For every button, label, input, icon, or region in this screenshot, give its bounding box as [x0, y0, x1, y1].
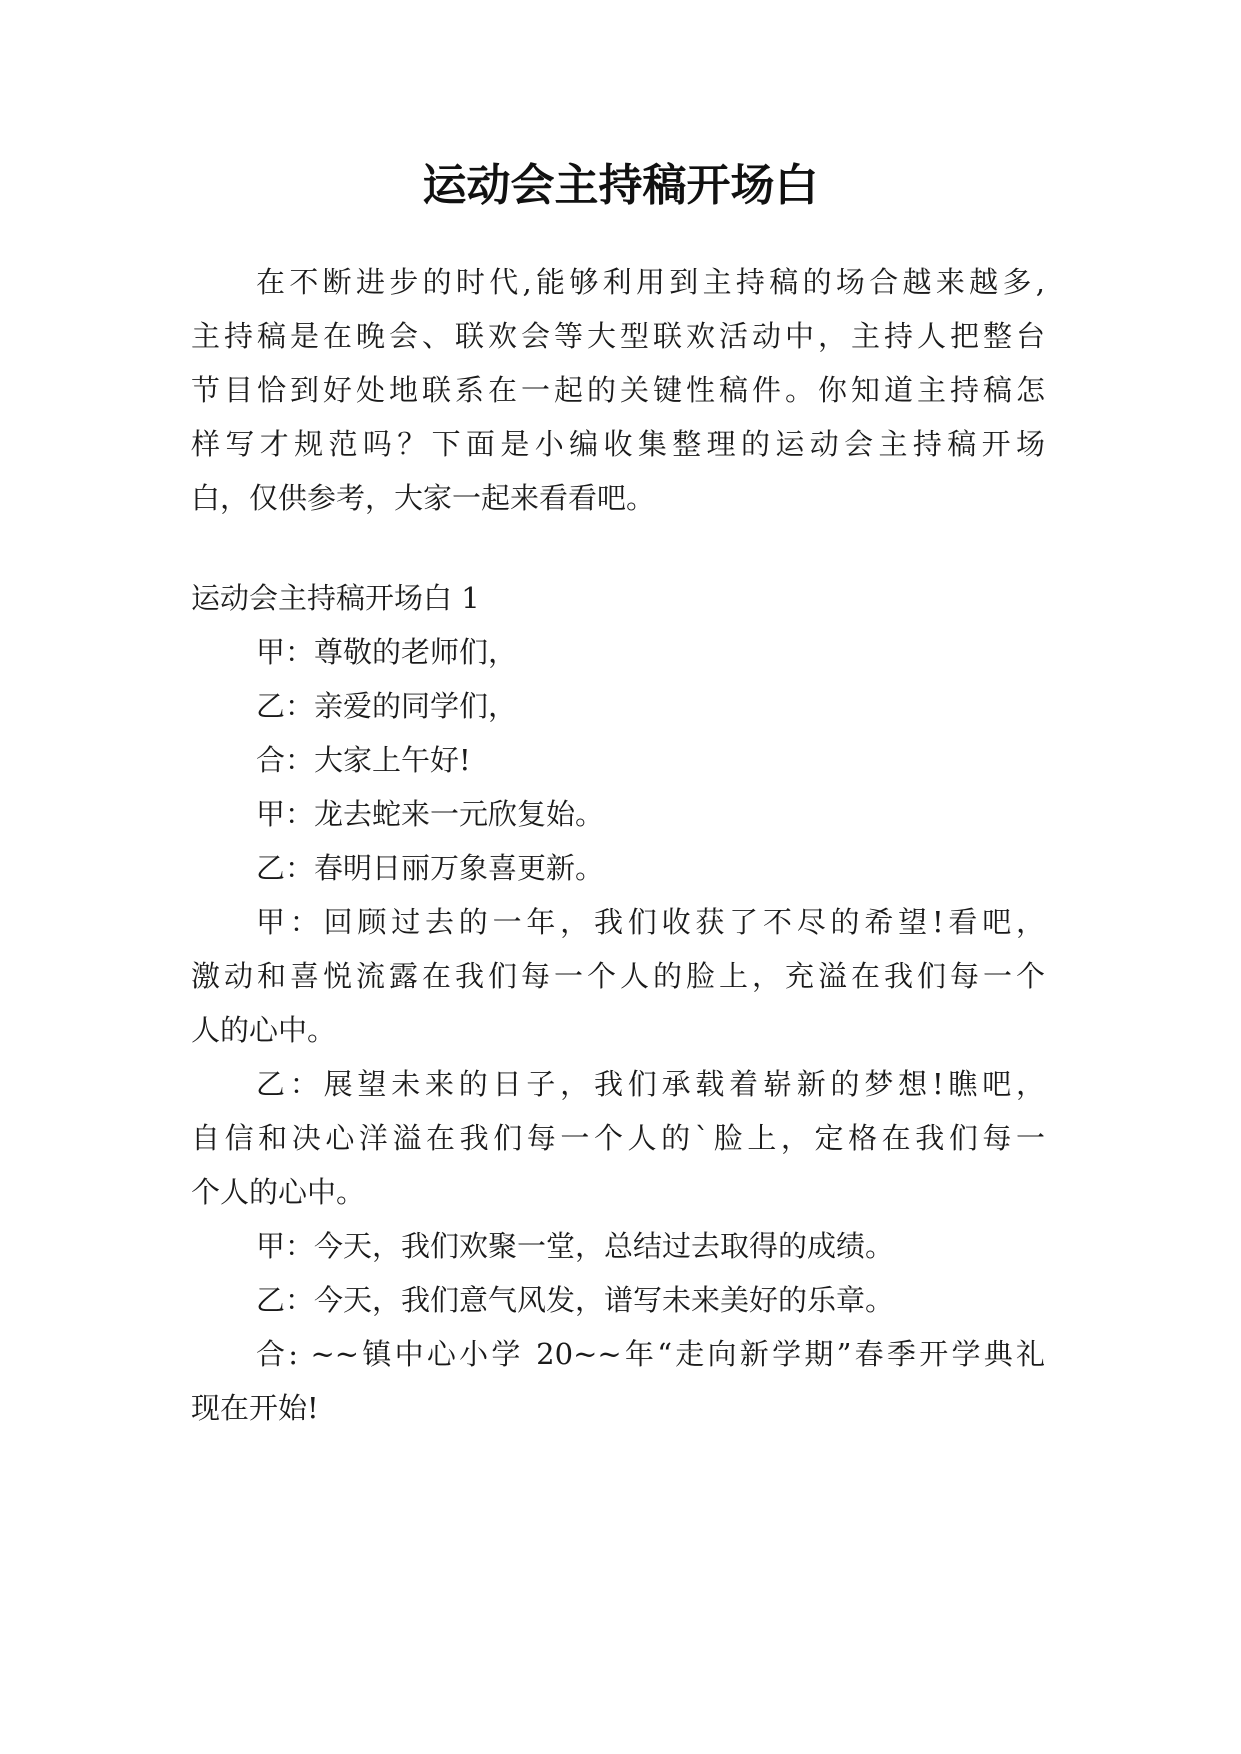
dialogue-line: 甲：尊敬的老师们，	[256, 635, 518, 669]
dialogue-line: 甲：龙去蛇来一元欣复始。	[256, 797, 605, 831]
dialogue-line: 乙：春明日丽万象喜更新。	[256, 851, 605, 885]
intro-line: 节目恰到好处地联系在一起的关键性稿件。你知道主持稿怎	[191, 373, 1045, 407]
dialogue-line: 乙：展望未来的日子，我们承载着崭新的梦想!瞧吧，	[256, 1067, 1045, 1101]
intro-line: 样写才规范吗？下面是小编收集整理的运动会主持稿开场	[191, 427, 1045, 461]
intro-line: 主持稿是在晚会、联欢会等大型联欢活动中，主持人把整台	[191, 319, 1045, 353]
intro-line: 在不断进步的时代,能够利用到主持稿的场合越来越多,	[256, 265, 1045, 299]
dialogue-line: 合：大家上午好!	[256, 743, 471, 777]
dialogue-line: 乙：今天，我们意气风发，谱写未来美好的乐章。	[256, 1283, 895, 1317]
dialogue-line: 现在开始!	[191, 1391, 319, 1425]
dialogue-line: 人的心中。	[191, 1013, 337, 1047]
dialogue-line: 激动和喜悦流露在我们每一个人的脸上，充溢在我们每一个	[191, 959, 1045, 993]
dialogue-line: 甲：回顾过去的一年，我们收获了不尽的希望!看吧，	[256, 905, 1045, 939]
section-heading: 运动会主持稿开场白 1	[191, 581, 480, 615]
dialogue-line: 个人的心中。	[191, 1175, 366, 1209]
dialogue-line: 甲：今天，我们欢聚一堂，总结过去取得的成绩。	[256, 1229, 895, 1263]
intro-line: 白，仅供参考，大家一起来看看吧。	[191, 481, 656, 515]
dialogue-line: 自信和决心洋溢在我们每一个人的`脸上，定格在我们每一	[191, 1121, 1045, 1155]
dialogue-line: 乙：亲爱的同学们，	[256, 689, 518, 723]
document-title: 运动会主持稿开场白	[422, 160, 819, 211]
dialogue-line: 合: ~~镇中心小学 20~~年“走向新学期”春季开学典礼	[256, 1337, 1045, 1371]
